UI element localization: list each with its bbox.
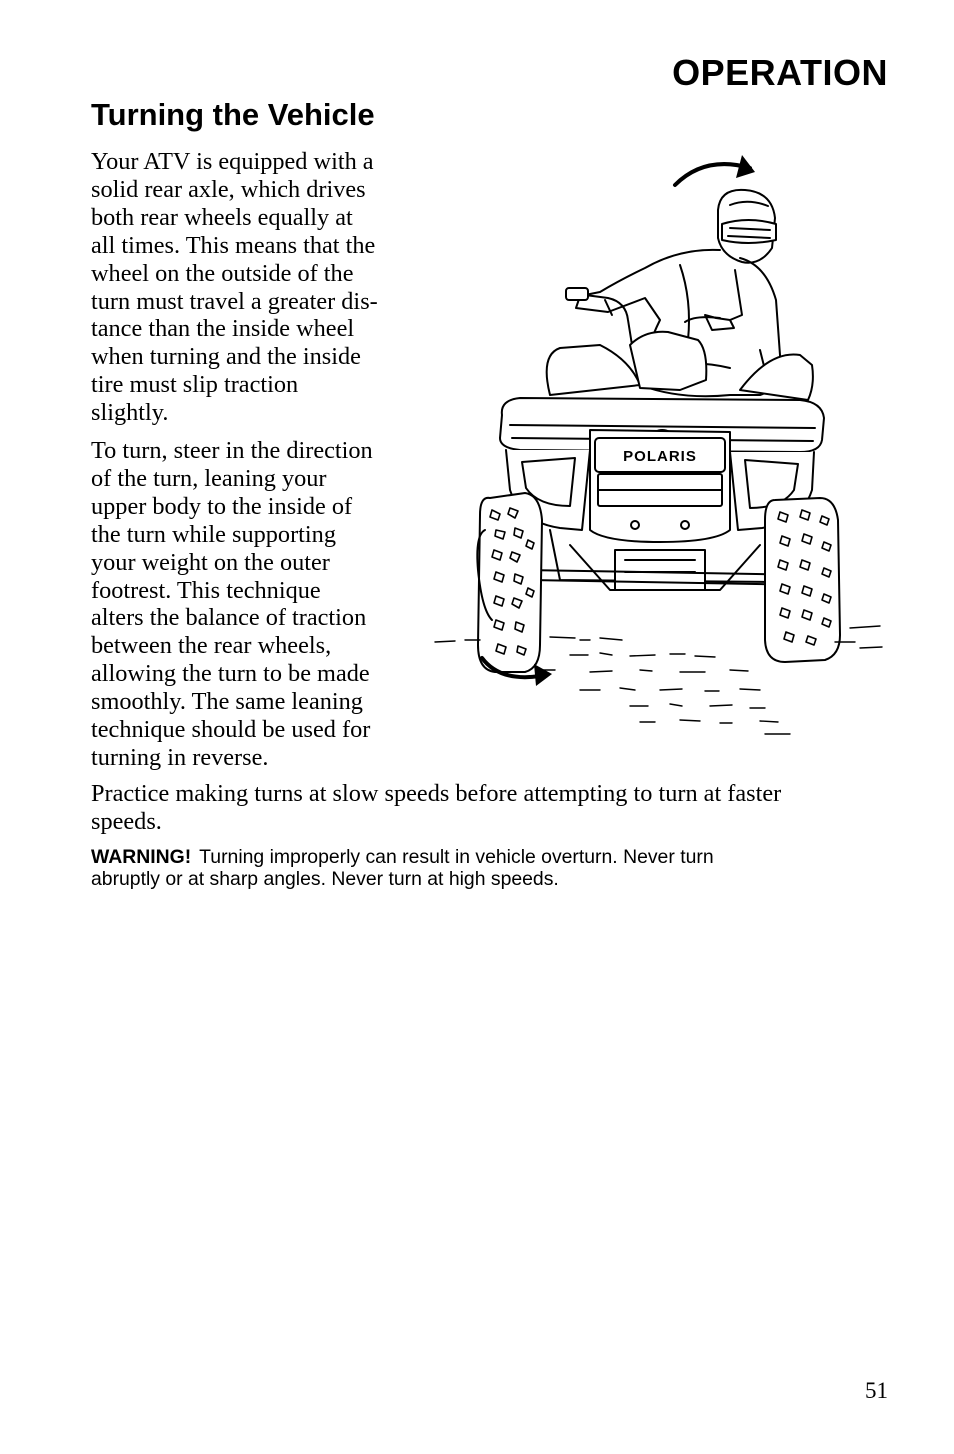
left-tire-icon: [477, 493, 542, 672]
text-line: slightly.: [91, 399, 169, 427]
paragraph-turning-technique: [91, 437, 421, 772]
warning-notice: [91, 846, 851, 890]
text-line: both rear wheels equally at: [91, 203, 353, 231]
text-line: technique should be used for: [91, 716, 371, 744]
text-line: alters the balance of traction: [91, 604, 367, 632]
text-line: wheel on the outside of the: [91, 259, 354, 287]
section-header: OPERATION: [672, 52, 888, 93]
text-line: allowing the turn to be made: [91, 660, 370, 688]
right-tire-icon: [765, 498, 840, 662]
text-line: Practice making turns at slow speeds before attempting to turn at faster: [91, 780, 782, 807]
text-line: turning in reverse.: [91, 743, 269, 771]
warning-text-line: Turning improperly can result in vehicle overturn. Never turn: [199, 846, 714, 868]
text-line: solid rear axle, which drives: [91, 175, 366, 203]
page-title: Turning the Vehicle: [91, 97, 375, 132]
text-line: speeds.: [91, 807, 162, 835]
paragraph-axle-explanation: [91, 148, 421, 427]
text-line: Your ATV is equipped with a: [91, 148, 374, 175]
atv-body-icon: [547, 332, 813, 400]
head-turn-arrow-icon: [675, 155, 755, 185]
text-line: between the rear wheels,: [91, 632, 332, 660]
text-line: tance than the inside wheel: [91, 315, 355, 343]
text-line: when turning and the inside: [91, 343, 361, 371]
paragraph-practice: [91, 780, 891, 836]
text-line: tire must slip traction: [91, 371, 299, 399]
page-number: 51: [865, 1378, 888, 1403]
rider-helmet-icon: [718, 190, 776, 263]
atv-brand-logo: POLARIS: [623, 448, 697, 465]
atv-turning-illustration: [430, 150, 890, 740]
text-line: the turn while supporting: [91, 520, 336, 548]
text-line: To turn, steer in the direction: [91, 437, 373, 464]
text-line: of the turn, leaning your: [91, 464, 327, 492]
warning-text-line: abruptly or at sharp angles. Never turn at high speeds.: [91, 868, 559, 890]
warning-label: WARNING!: [91, 846, 192, 868]
text-line: smoothly. The same leaning: [91, 688, 363, 716]
text-line: turn must travel a greater dis-: [91, 287, 378, 315]
text-line: upper body to the inside of: [91, 492, 353, 520]
text-line: footrest. This technique: [91, 576, 321, 604]
text-line: all times. This means that the: [91, 231, 376, 259]
text-line: your weight on the outer: [91, 548, 330, 576]
